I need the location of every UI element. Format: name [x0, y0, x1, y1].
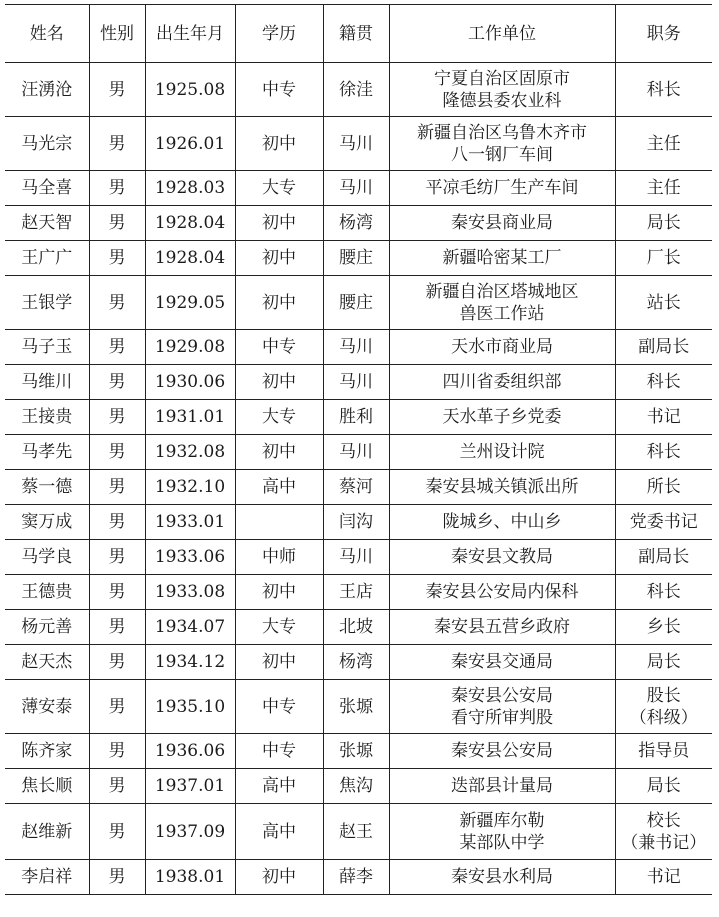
work-unit-cell-line: 天水市商业局: [451, 337, 553, 357]
name-cell: 马孝先: [21, 442, 73, 462]
position-cell: [615, 276, 712, 330]
gender-cell: 男: [89, 241, 145, 276]
education-cell: [235, 505, 323, 540]
table-row: [5, 645, 712, 680]
work-unit-cell-line: 陇城乡、中山乡: [442, 512, 562, 532]
position-cell-line: （兼书记）: [621, 832, 707, 853]
gender-cell: 男: [89, 330, 145, 365]
education-cell: 大专: [235, 400, 323, 435]
gender-cell: 男: [89, 734, 145, 769]
position-cell-line: 党委书记: [629, 512, 698, 532]
name-cell: 焦长顺: [21, 776, 73, 796]
personnel-table: [5, 4, 712, 895]
gender-cell: 男: [89, 470, 145, 505]
origin-cell: 薛李: [323, 860, 389, 895]
origin-cell: 蔡河: [323, 470, 389, 505]
origin-cell: 张塬: [323, 734, 389, 769]
gender-cell: 男: [89, 276, 145, 330]
origin-cell: 北坡: [323, 610, 389, 645]
origin-cell: 腰庄: [323, 276, 389, 330]
gender-cell: 男: [89, 400, 145, 435]
table-row: [5, 610, 712, 645]
origin-cell: 马川: [323, 540, 389, 575]
position-cell: [615, 680, 712, 734]
position-cell: [615, 63, 712, 117]
origin-cell: 焦沟: [323, 769, 389, 804]
work-unit-cell-line: 兽医工作站: [459, 303, 545, 324]
origin-cell: 赵王: [323, 804, 389, 860]
position-cell: [615, 804, 712, 860]
table-row: [5, 171, 712, 206]
education-cell: 初中: [235, 117, 323, 171]
work-unit-cell: [389, 330, 615, 365]
origin-cell: 马川: [323, 117, 389, 171]
birth-cell: 1932.08: [145, 435, 235, 470]
position-cell: [615, 117, 712, 171]
gender-cell: 男: [89, 769, 145, 804]
gender-cell: 男: [89, 804, 145, 860]
gender-cell: 男: [89, 63, 145, 117]
work-unit-cell: [389, 575, 615, 610]
birth-cell: 1929.08: [145, 330, 235, 365]
birth-cell: 1928.04: [145, 206, 235, 241]
name-cell: 陈齐家: [21, 741, 73, 761]
position-cell-line: 乡长: [646, 617, 681, 637]
work-unit-cell: [389, 63, 615, 117]
origin-cell: 闫沟: [323, 505, 389, 540]
origin-cell: 张塬: [323, 680, 389, 734]
birth-cell: 1928.03: [145, 171, 235, 206]
name-cell: 王德贵: [21, 582, 73, 602]
education-cell: 初中: [235, 575, 323, 610]
position-cell: [615, 470, 712, 505]
name-cell: 马维川: [21, 372, 73, 392]
table-row: [5, 330, 712, 365]
gender-cell: 男: [89, 171, 145, 206]
work-unit-cell: [389, 241, 615, 276]
position-cell: [615, 645, 712, 680]
education-cell: 中师: [235, 540, 323, 575]
work-unit-cell: [389, 734, 615, 769]
position-cell: [615, 575, 712, 610]
work-unit-cell: [389, 276, 615, 330]
work-unit-cell-line: 秦安县公安局: [451, 741, 553, 761]
birth-cell: 1937.09: [145, 804, 235, 860]
position-cell-line: （科级）: [629, 707, 698, 728]
name-cell: 窦万成: [21, 512, 73, 532]
table-row: [5, 241, 712, 276]
name-cell: 李启祥: [21, 867, 73, 887]
education-cell: 大专: [235, 171, 323, 206]
position-cell-line: 局长: [646, 776, 681, 796]
name-cell: 赵天智: [21, 213, 73, 233]
table-header-row: [5, 5, 712, 63]
gender-cell: 男: [89, 505, 145, 540]
name-cell: 赵天杰: [21, 652, 73, 672]
birth-cell: 1931.01: [145, 400, 235, 435]
work-unit-cell-line: 隆德县委农业科: [442, 90, 562, 111]
birth-cell: 1932.10: [145, 470, 235, 505]
position-cell: [615, 435, 712, 470]
birth-cell: 1937.01: [145, 769, 235, 804]
education-cell: 初中: [235, 645, 323, 680]
header-work-unit: 工作单位: [389, 5, 615, 63]
position-cell-line: 局长: [646, 213, 681, 233]
position-cell: [615, 734, 712, 769]
work-unit-cell-line: 秦安县水利局: [451, 867, 553, 887]
education-cell: 大专: [235, 610, 323, 645]
work-unit-cell: [389, 860, 615, 895]
position-cell: [615, 241, 712, 276]
position-cell-line: 副局长: [638, 337, 690, 357]
work-unit-cell-line: 宁夏自治区固原市: [434, 68, 570, 89]
work-unit-cell: [389, 769, 615, 804]
work-unit-cell: [389, 365, 615, 400]
work-unit-cell: [389, 680, 615, 734]
position-cell-line: 书记: [646, 867, 681, 887]
education-cell: 高中: [235, 769, 323, 804]
header-name: 姓名: [29, 23, 64, 44]
birth-cell: 1933.01: [145, 505, 235, 540]
work-unit-cell: [389, 117, 615, 171]
name-cell: 赵维新: [21, 821, 73, 842]
education-cell: 高中: [235, 470, 323, 505]
table-row: [5, 680, 712, 734]
work-unit-cell-line: 新疆自治区塔城地区: [425, 281, 579, 302]
position-cell-line: 科长: [646, 372, 681, 392]
name-cell: 马子玉: [21, 337, 73, 357]
origin-cell: 杨湾: [323, 645, 389, 680]
origin-cell: 杨湾: [323, 206, 389, 241]
gender-cell: 男: [89, 206, 145, 241]
origin-cell: 徐洼: [323, 63, 389, 117]
work-unit-cell-line: 新疆库尔勒: [459, 810, 545, 831]
gender-cell: 男: [89, 610, 145, 645]
position-cell: [615, 505, 712, 540]
name-cell: 王银学: [21, 292, 73, 313]
gender-cell: 男: [89, 860, 145, 895]
name-cell: 杨元善: [21, 617, 73, 637]
table-row: [5, 435, 712, 470]
name-cell: 薄安泰: [21, 696, 73, 717]
header-position: 职务: [615, 5, 712, 63]
header-gender: 性别: [89, 5, 145, 63]
position-cell-line: 科长: [646, 79, 681, 100]
origin-cell: 马川: [323, 365, 389, 400]
gender-cell: 男: [89, 575, 145, 610]
header-origin: 籍贯: [323, 5, 389, 63]
education-cell: 初中: [235, 206, 323, 241]
work-unit-cell-line: 某部队中学: [459, 832, 545, 853]
birth-cell: 1934.07: [145, 610, 235, 645]
work-unit-cell-line: 秦安县公安局内保科: [425, 582, 579, 602]
position-cell: [615, 610, 712, 645]
education-cell: 高中: [235, 804, 323, 860]
work-unit-cell: [389, 610, 615, 645]
gender-cell: 男: [89, 680, 145, 734]
birth-cell: 1934.12: [145, 645, 235, 680]
education-cell: 中专: [235, 734, 323, 769]
position-cell-line: 科长: [646, 442, 681, 462]
table-row: [5, 276, 712, 330]
position-cell: [615, 330, 712, 365]
name-cell: 蔡一德: [21, 477, 73, 497]
work-unit-cell: [389, 804, 615, 860]
birth-cell: 1933.06: [145, 540, 235, 575]
gender-cell: 男: [89, 117, 145, 171]
gender-cell: 男: [89, 365, 145, 400]
education-cell: 初中: [235, 276, 323, 330]
name-cell: 王广广: [21, 248, 73, 268]
position-cell-line: 指导员: [638, 741, 690, 761]
birth-cell: 1926.01: [145, 117, 235, 171]
education-cell: 中专: [235, 330, 323, 365]
birth-cell: 1929.05: [145, 276, 235, 330]
position-cell-line: 厂长: [646, 248, 681, 268]
table-row: [5, 400, 712, 435]
education-cell: 初中: [235, 365, 323, 400]
work-unit-cell-line: 秦安县五营乡政府: [434, 617, 570, 637]
origin-cell: 腰庄: [323, 241, 389, 276]
birth-cell: 1938.01: [145, 860, 235, 895]
education-cell: 初中: [235, 435, 323, 470]
birth-cell: 1930.06: [145, 365, 235, 400]
work-unit-cell-line: 看守所审判股: [451, 707, 553, 728]
work-unit-cell-line: 八一钢厂车间: [451, 144, 553, 165]
origin-cell: 王店: [323, 575, 389, 610]
name-cell: 马光宗: [21, 133, 73, 154]
position-cell: [615, 540, 712, 575]
work-unit-cell: [389, 470, 615, 505]
work-unit-cell-line: 兰州设计院: [459, 442, 545, 462]
birth-cell: 1928.04: [145, 241, 235, 276]
work-unit-cell: [389, 540, 615, 575]
gender-cell: 男: [89, 540, 145, 575]
position-cell-line: 书记: [646, 407, 681, 427]
work-unit-cell-line: 秦安县城关镇派出所: [425, 477, 579, 497]
position-cell: [615, 206, 712, 241]
gender-cell: 男: [89, 645, 145, 680]
name-cell: 王接贵: [21, 407, 73, 427]
position-cell: [615, 400, 712, 435]
header-birth: 出生年月: [145, 5, 235, 63]
work-unit-cell: [389, 435, 615, 470]
table-row: [5, 769, 712, 804]
table-row: [5, 860, 712, 895]
work-unit-cell-line: 秦安县交通局: [451, 652, 553, 672]
name-cell: 汪湧沧: [21, 79, 73, 100]
work-unit-cell-line: 迭部县计量局: [451, 776, 553, 796]
work-unit-cell-line: 天水革子乡党委: [442, 407, 562, 427]
education-cell: 初中: [235, 860, 323, 895]
position-cell-line: 科长: [646, 582, 681, 602]
position-cell-line: 股长: [646, 685, 681, 706]
birth-cell: 1925.08: [145, 63, 235, 117]
origin-cell: 马川: [323, 330, 389, 365]
header-education: 学历: [235, 5, 323, 63]
table-row: [5, 117, 712, 171]
work-unit-cell: [389, 400, 615, 435]
work-unit-cell: [389, 206, 615, 241]
work-unit-cell-line: 平凉毛纺厂生产车间: [425, 178, 579, 198]
origin-cell: 马川: [323, 435, 389, 470]
table-row: [5, 63, 712, 117]
name-cell: 马全喜: [21, 178, 73, 198]
table-row: [5, 365, 712, 400]
education-cell: 初中: [235, 241, 323, 276]
birth-cell: 1936.06: [145, 734, 235, 769]
gender-cell: 男: [89, 435, 145, 470]
position-cell-line: 局长: [646, 652, 681, 672]
table-row: [5, 470, 712, 505]
table-row: [5, 734, 712, 769]
education-cell: 中专: [235, 63, 323, 117]
origin-cell: 马川: [323, 171, 389, 206]
position-cell: [615, 171, 712, 206]
position-cell: [615, 769, 712, 804]
position-cell-line: 主任: [646, 178, 681, 198]
table-row: [5, 206, 712, 241]
work-unit-cell-line: 秦安县公安局: [451, 685, 553, 706]
position-cell-line: 主任: [646, 133, 681, 154]
birth-cell: 1935.10: [145, 680, 235, 734]
work-unit-cell-line: 秦安县文教局: [451, 547, 553, 567]
work-unit-cell: [389, 171, 615, 206]
position-cell-line: 校长: [646, 810, 681, 831]
position-cell-line: 站长: [646, 292, 681, 313]
birth-cell: 1933.08: [145, 575, 235, 610]
name-cell: 马学良: [21, 547, 73, 567]
table-row: [5, 804, 712, 860]
position-cell-line: 所长: [646, 477, 681, 497]
work-unit-cell-line: 四川省委组织部: [442, 372, 562, 392]
table-row: [5, 575, 712, 610]
work-unit-cell: [389, 645, 615, 680]
position-cell: [615, 365, 712, 400]
position-cell: [615, 860, 712, 895]
education-cell: 中专: [235, 680, 323, 734]
position-cell-line: 副局长: [638, 547, 690, 567]
table-body: [5, 63, 712, 895]
work-unit-cell-line: 新疆哈密某工厂: [442, 248, 562, 268]
work-unit-cell: [389, 505, 615, 540]
work-unit-cell-line: 秦安县商业局: [451, 213, 553, 233]
table-row: [5, 540, 712, 575]
work-unit-cell-line: 新疆自治区乌鲁木齐市: [417, 122, 587, 143]
origin-cell: 胜利: [323, 400, 389, 435]
table-row: [5, 505, 712, 540]
